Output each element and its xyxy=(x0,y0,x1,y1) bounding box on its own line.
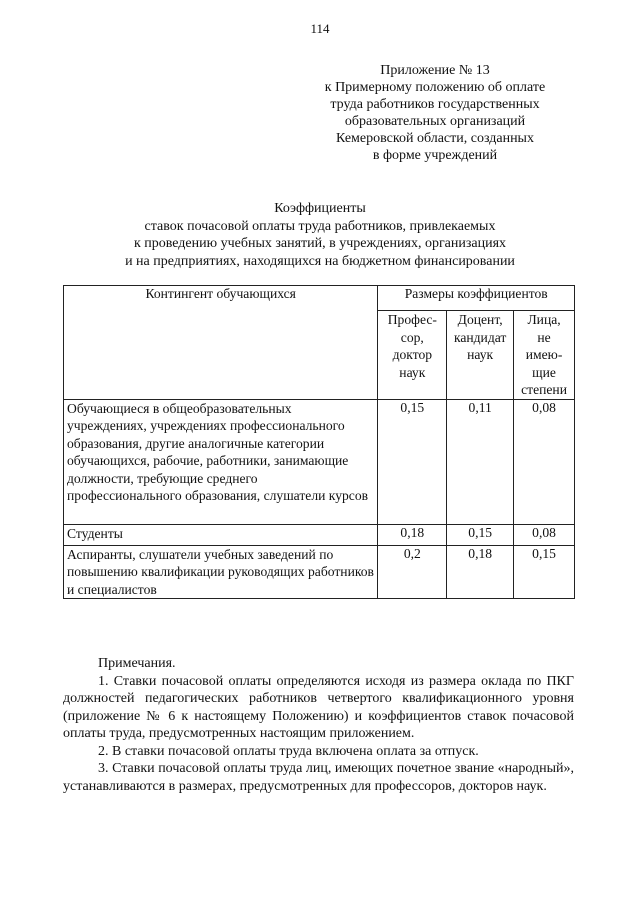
subheader-line: щие xyxy=(532,364,556,380)
subheader-line: наук xyxy=(467,347,494,362)
row-label: Обучающиеся в общеобразовательных учреждениях, учреждениях профессионального образования, другие аналогичные категории обучающихся, рабочие, работники, занимающие должности, требующие среднего профессионального образования, слушатели курсов xyxy=(64,399,378,524)
row-value: 0,11 xyxy=(447,399,514,524)
table-row xyxy=(64,524,575,545)
row-value: 0,2 xyxy=(378,545,447,599)
subheader-line: Лица, xyxy=(527,312,561,327)
row-label: Студенты xyxy=(64,524,378,545)
note-item: 2. В ставки почасовой оплаты труда включена оплата за отпуск. xyxy=(98,743,479,759)
subheader-docent xyxy=(447,311,514,400)
subheader-line: сор, xyxy=(400,329,424,345)
row-value: 0,08 xyxy=(514,399,575,524)
appendix-line: Приложение № 13 xyxy=(380,63,490,78)
subheader-line: Доцент, xyxy=(457,312,503,327)
notes-heading: Примечания. xyxy=(98,656,176,671)
row-value: 0,08 xyxy=(514,524,575,545)
row-value: 0,15 xyxy=(447,524,514,545)
appendix-line: в форме учреждений xyxy=(372,148,498,163)
table-row xyxy=(64,399,575,524)
page-number: 114 xyxy=(310,21,330,36)
subheader-professor xyxy=(378,311,447,400)
subheader-line: имею- xyxy=(525,347,563,362)
appendix-line: образовательных организаций xyxy=(344,114,526,129)
row-value: 0,18 xyxy=(447,545,514,599)
coefficients-table xyxy=(63,285,575,599)
table-row xyxy=(64,545,575,599)
row-value: 0,18 xyxy=(378,524,447,545)
title-line: и на предприятиях, находящихся на бюджетном финансировании xyxy=(125,253,515,269)
appendix-line: труда работников государственных xyxy=(330,97,540,112)
note-item: 3. Ставки почасовой оплаты труда лиц, имеющих почетное звание «народный», устанавливаются в размерах, предусмотренных для профессоров, докторов наук. xyxy=(63,761,574,794)
title-heading: Коэффициенты xyxy=(274,201,366,216)
subheader-no-degree xyxy=(514,311,575,400)
note-item: 1. Ставки почасовой оплаты определяются исходя из размера оклада по ПКГ должностей педагогических работников четвертого квалификационного уровня (приложение № 6 к настоящему Положению) и коэффициентов ставок почасовой оплаты труда, предусмотренных настоящим приложением. xyxy=(63,673,574,741)
table-header-row xyxy=(64,286,575,311)
row-value: 0,15 xyxy=(514,545,575,599)
appendix-line: Кемеровской области, созданных xyxy=(336,131,534,146)
subheader-line: Профес- xyxy=(387,312,437,327)
row-value: 0,15 xyxy=(378,399,447,524)
title-line: ставок почасовой оплаты труда работников, привлекаемых xyxy=(144,218,496,234)
subheader-line: не xyxy=(537,329,551,345)
document-title xyxy=(60,200,580,270)
appendix-heading xyxy=(310,62,560,164)
header-sizes: Размеры коэффициентов xyxy=(378,286,575,311)
subheader-line: наук xyxy=(399,364,426,380)
header-contingent: Контингент обучающихся xyxy=(64,286,378,400)
subheader-line: степени xyxy=(521,382,567,397)
appendix-line: к Примерному положению об оплате xyxy=(324,80,546,95)
subheader-line: доктор xyxy=(392,347,433,362)
notes-section xyxy=(63,655,574,795)
subheader-line: кандидат xyxy=(453,329,507,345)
row-label: Аспиранты, слушатели учебных заведений по повышению квалификации руководящих работников и специалистов xyxy=(64,545,378,599)
title-line: к проведению учебных занятий, в учреждениях, организациях xyxy=(133,236,507,251)
